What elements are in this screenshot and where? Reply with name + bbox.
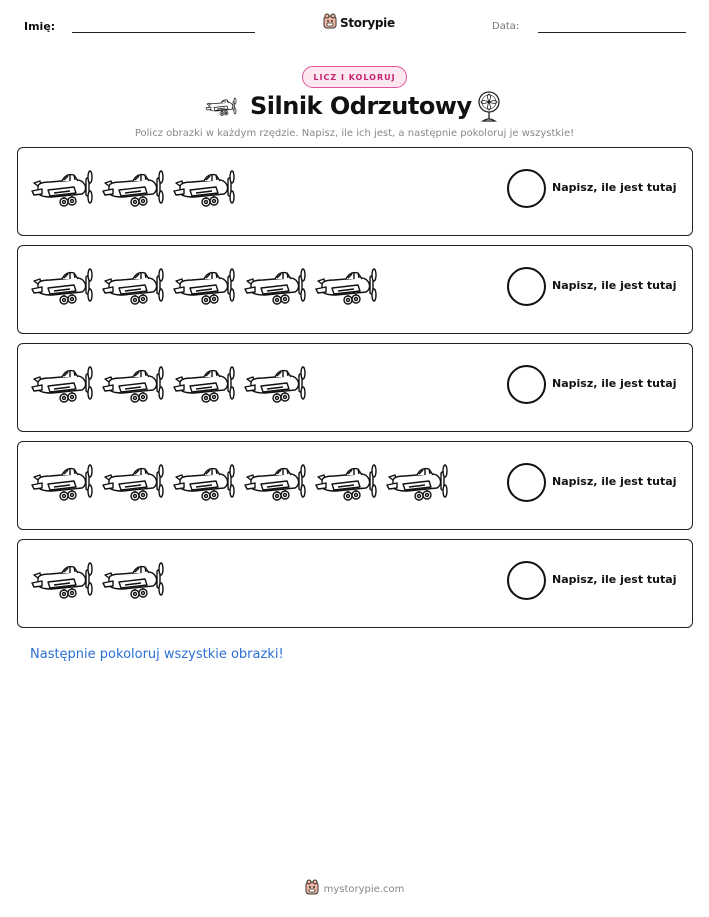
category-badge: LICZ I KOLORUJ (302, 66, 407, 88)
airplane-icon[interactable] (243, 463, 307, 503)
answer-circle[interactable] (507, 561, 546, 600)
airplane-icon (205, 96, 237, 122)
airplane-icon[interactable] (30, 169, 94, 209)
airplane-icon[interactable] (101, 169, 165, 209)
airplane-icon[interactable] (172, 463, 236, 503)
counting-row (17, 245, 693, 334)
footer-url: mystorypie.com (323, 883, 405, 895)
airplane-group (30, 463, 449, 503)
counting-row (17, 343, 693, 432)
fan-icon (476, 90, 502, 128)
counting-row (17, 441, 693, 530)
airplane-icon[interactable] (314, 267, 378, 307)
answer-label: Napisz, ile jest tutaj (552, 279, 677, 292)
answer-label: Napisz, ile jest tutaj (552, 475, 677, 488)
answer-circle[interactable] (507, 365, 546, 404)
answer-label: Napisz, ile jest tutaj (552, 573, 677, 586)
airplane-icon[interactable] (101, 365, 165, 405)
name-field[interactable] (72, 32, 255, 33)
brand (323, 13, 395, 33)
airplane-icon[interactable] (101, 561, 165, 601)
name-label: Imię: (24, 20, 56, 33)
answer-circle[interactable] (507, 169, 546, 208)
brand-name: Storypie (340, 16, 395, 30)
airplane-icon[interactable] (314, 463, 378, 503)
airplane-icon[interactable] (385, 463, 449, 503)
date-field[interactable] (538, 32, 686, 33)
airplane-group (30, 267, 378, 307)
airplane-icon[interactable] (243, 365, 307, 405)
counting-row (17, 539, 693, 628)
counting-rows (17, 147, 693, 637)
answer-label: Napisz, ile jest tutaj (552, 377, 677, 390)
airplane-icon[interactable] (243, 267, 307, 307)
answer-circle[interactable] (507, 267, 546, 306)
airplane-icon[interactable] (172, 169, 236, 209)
airplane-icon[interactable] (30, 267, 94, 307)
airplane-icon[interactable] (172, 267, 236, 307)
airplane-icon[interactable] (30, 365, 94, 405)
counting-row (17, 147, 693, 236)
airplane-group (30, 365, 307, 405)
storypie-logo-icon (305, 879, 319, 899)
title-row (0, 90, 709, 126)
worksheet-header (0, 0, 709, 50)
airplane-icon[interactable] (172, 365, 236, 405)
airplane-group (30, 561, 165, 601)
answer-label: Napisz, ile jest tutaj (552, 181, 677, 194)
instruction-text: Policz obrazki w każdym rzędzie. Napisz, ile ich jest, a następnie pokoloruj je wszystkie! (134, 128, 575, 139)
answer-circle[interactable] (507, 463, 546, 502)
airplane-icon[interactable] (30, 561, 94, 601)
date-label: Data: (492, 21, 520, 32)
footer (0, 879, 709, 899)
airplane-icon[interactable] (101, 463, 165, 503)
airplane-icon[interactable] (101, 267, 165, 307)
page-title: Silnik Odrzutowy (250, 92, 472, 120)
storypie-logo-icon (323, 13, 337, 33)
color-instruction: Następnie pokoloruj wszystkie obrazki! (30, 647, 284, 662)
airplane-group (30, 169, 236, 209)
airplane-icon[interactable] (30, 463, 94, 503)
